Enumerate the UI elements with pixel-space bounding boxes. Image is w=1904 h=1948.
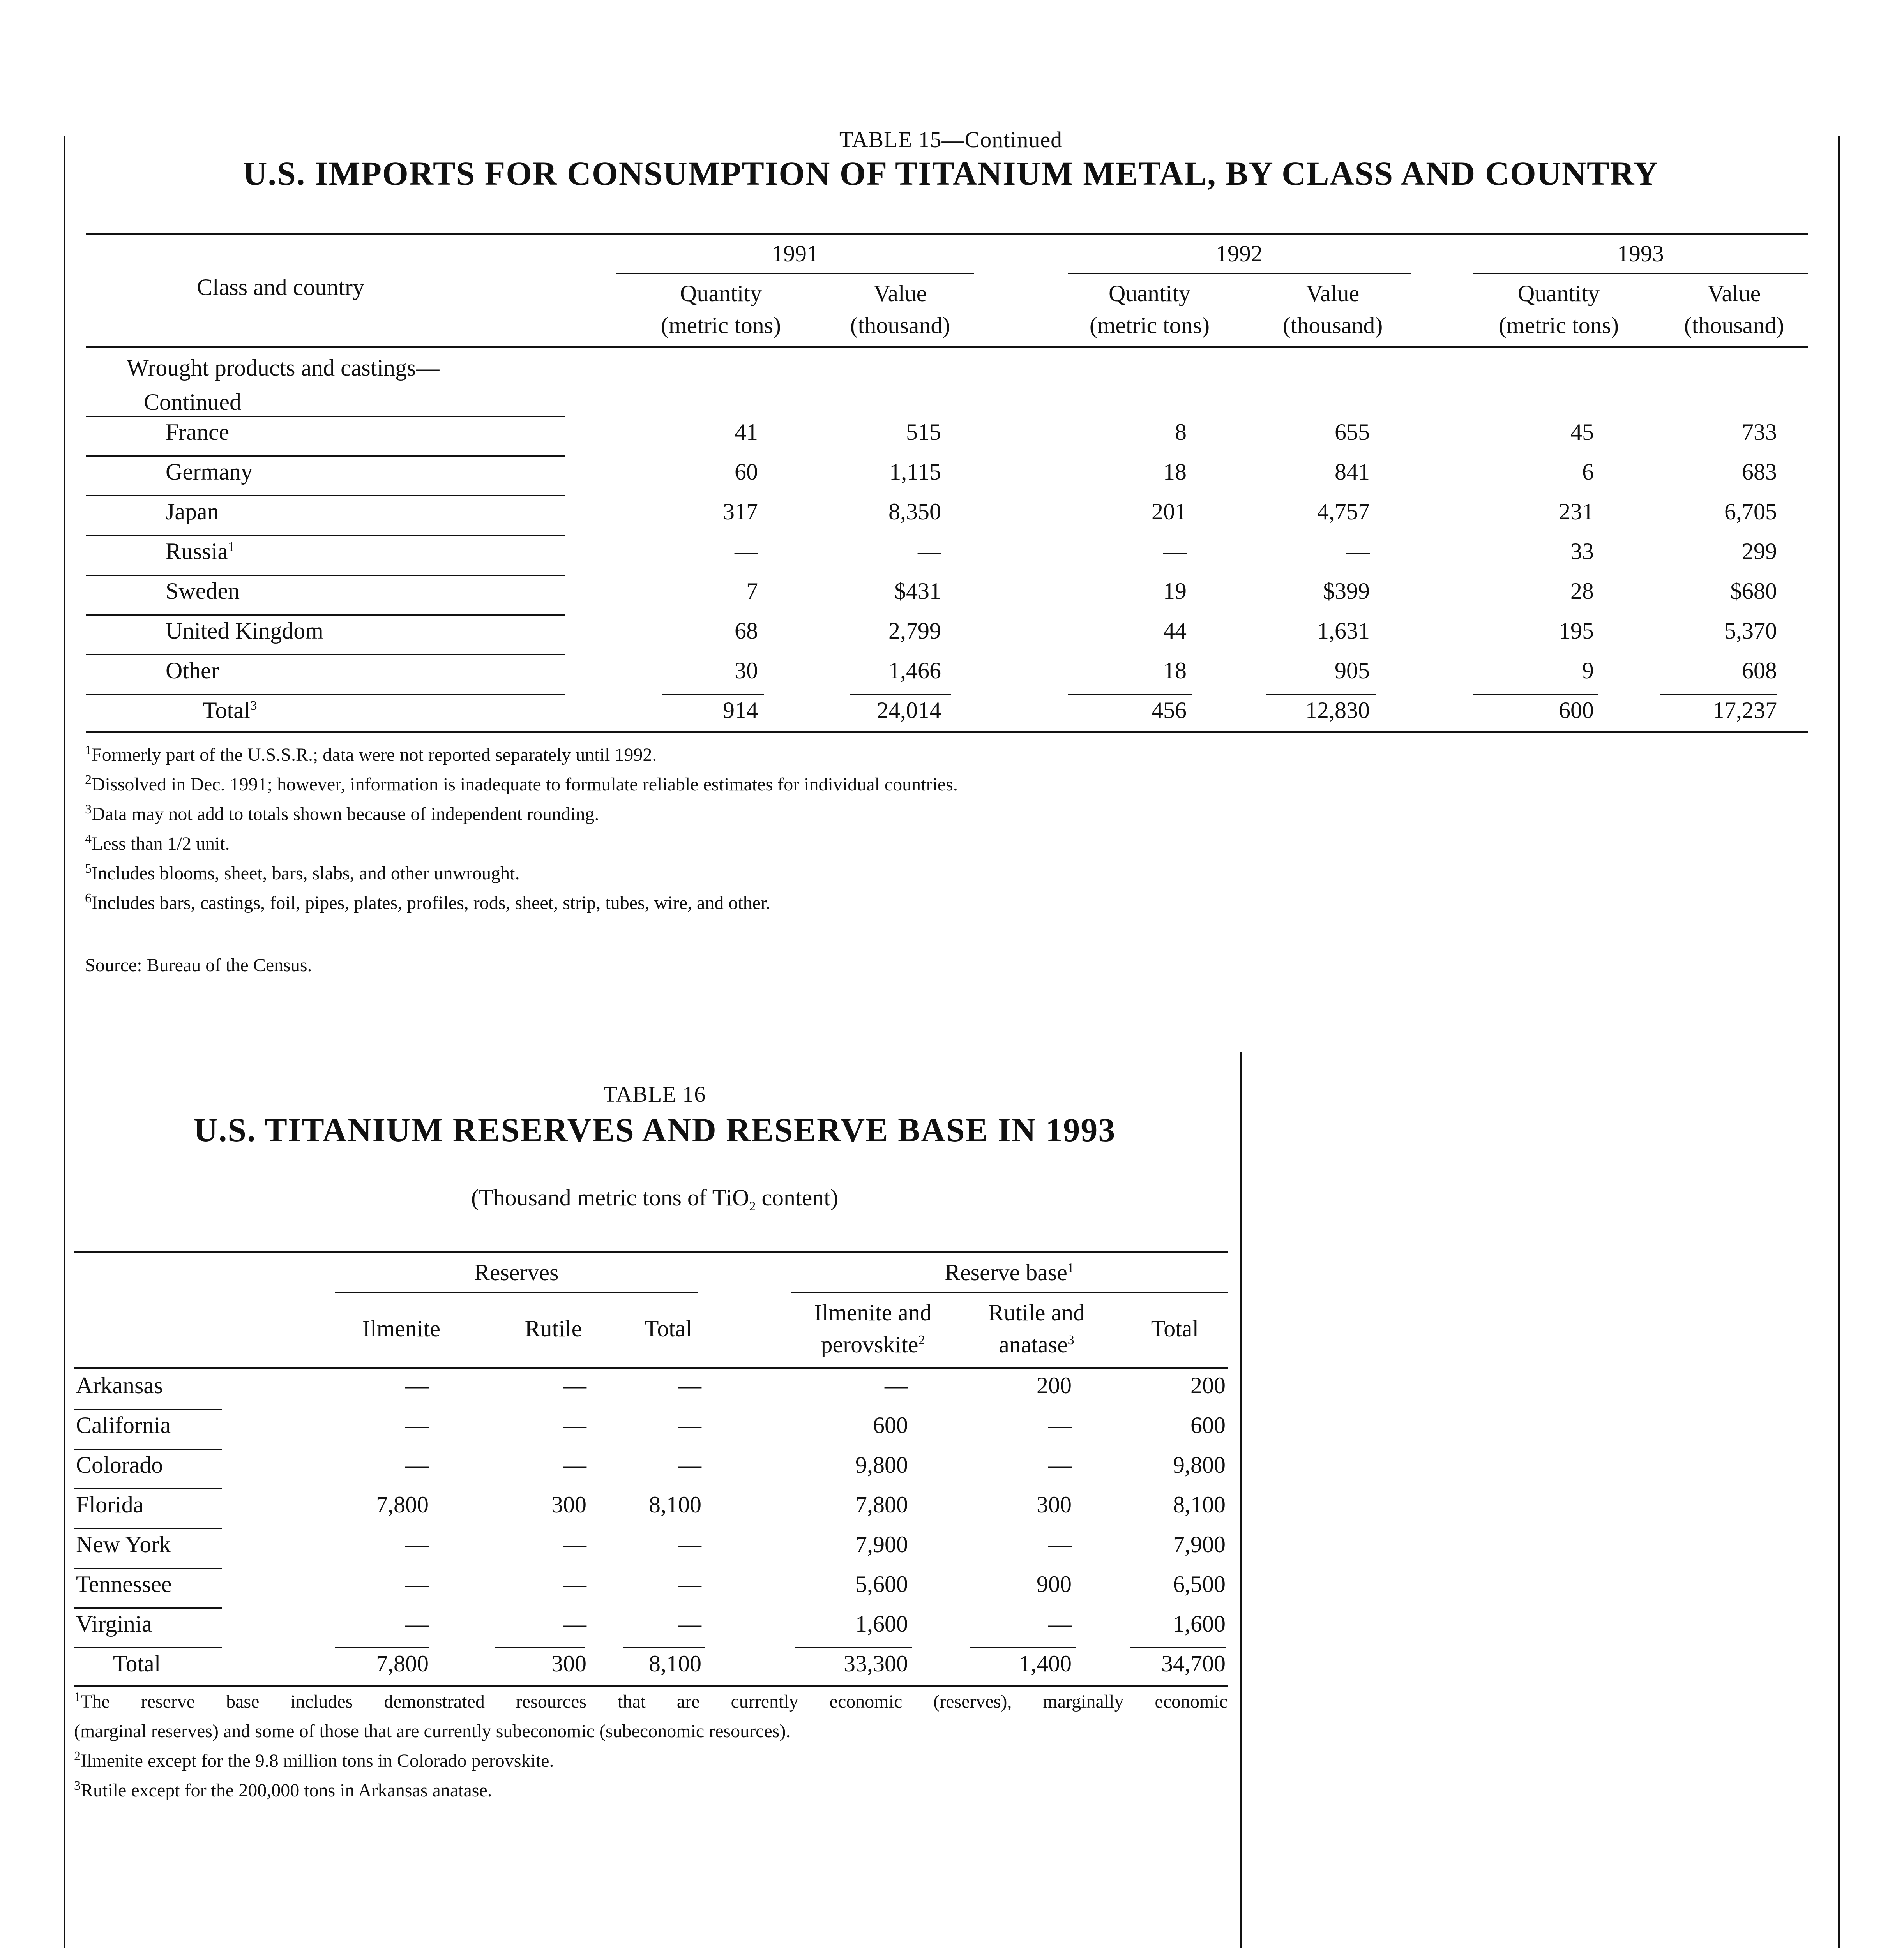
table16-cell: — (1048, 1452, 1072, 1478)
row-label-text: Japan (166, 499, 219, 524)
table15-total-rule (662, 694, 764, 695)
table15-year-1992: 1992 (1216, 241, 1263, 266)
table15-cell: 683 (1742, 459, 1777, 485)
footnote-text: Data may not add to totals shown because of independent rounding. (92, 804, 599, 824)
table16-col-total2: Total (1151, 1316, 1199, 1341)
table15-row-label (166, 618, 323, 644)
row-label-text: Total (203, 697, 251, 723)
table15-cell: — (1163, 538, 1187, 564)
table16-total-cell: 7,800 (376, 1651, 429, 1676)
reserve-base-sup: 1 (1067, 1261, 1074, 1275)
footnote-marker: 3 (250, 699, 257, 713)
table16-cell: — (405, 1452, 429, 1478)
table15-cell: 655 (1335, 419, 1370, 445)
table15-total-cell: 456 (1152, 697, 1187, 723)
table15-cell: 30 (735, 658, 758, 683)
table15-cell: 44 (1163, 618, 1187, 644)
table15-cell: 19 (1163, 578, 1187, 604)
table16-reserve-base-header (791, 1256, 1228, 1288)
val-label-line1: Value (1707, 281, 1761, 306)
table16-cell: 200 (1190, 1373, 1226, 1398)
table16-cell: 6,500 (1173, 1571, 1226, 1597)
footnote-text: (marginal reserves) and some of those that are currently subeconomic (subeconomic resources). (74, 1721, 791, 1742)
subtitle-text-end: content) (756, 1185, 838, 1210)
table15-total-label (203, 697, 257, 724)
table15-cell: 733 (1742, 419, 1777, 445)
table16-cell: 5,600 (855, 1571, 908, 1597)
table16-cell: 600 (1190, 1412, 1226, 1438)
val-label-line2: (thousand) (850, 312, 950, 338)
table15-cell: 608 (1742, 658, 1777, 683)
table15-total-cell: 914 (723, 697, 758, 723)
footnote-text: Includes bars, castings, foil, pipes, plates, profiles, rods, sheet, strip, tubes, wire, and other. (92, 893, 771, 913)
footnote-number: 4 (85, 832, 92, 846)
table15-footnote (85, 863, 519, 884)
table16-cell: — (678, 1452, 701, 1478)
table16-cell: — (405, 1532, 429, 1557)
qty-label-line2: (metric tons) (661, 312, 781, 338)
table15-top-rule (86, 233, 1808, 235)
table16-cell: 9,800 (1173, 1452, 1226, 1478)
table16-cell: 9,800 (855, 1452, 908, 1478)
table15-footnote (85, 833, 230, 854)
table15-header-rule (86, 346, 1808, 348)
row-label-text: France (166, 419, 230, 445)
table16-col-ilmenite-perovskite (787, 1297, 959, 1360)
table15-cell: 5,370 (1724, 618, 1777, 644)
table16-total-cell: 1,400 (1019, 1651, 1072, 1676)
table15-qty-header (620, 277, 822, 341)
table16-row-rule (74, 1409, 222, 1410)
table15-cell: 6,705 (1724, 499, 1777, 524)
left-margin-rule (64, 136, 65, 1948)
table16-total-rule (970, 1647, 1076, 1648)
table16-row-label: Virginia (76, 1611, 152, 1637)
val-label-line1: Value (1306, 281, 1360, 306)
table16-cell: — (678, 1611, 701, 1637)
footnote-number: 6 (85, 891, 92, 905)
table15-row-label (166, 657, 219, 684)
table15-cell: 4,757 (1317, 499, 1370, 524)
table16-bottom-rule (74, 1685, 1228, 1687)
table15-cell: 18 (1163, 658, 1187, 683)
row-label-text: Germany (166, 459, 253, 485)
footnote-text: Includes blooms, sheet, bars, slabs, and other unwrought. (92, 863, 520, 884)
table16-cell: 900 (1037, 1571, 1072, 1597)
table16-total-rule (335, 1647, 429, 1648)
footnote-number: 2 (74, 1749, 81, 1763)
table16-cell: — (1048, 1611, 1072, 1637)
table16-row-label: Colorado (76, 1452, 163, 1478)
table15-row-label (166, 459, 253, 485)
table16-cell: — (563, 1412, 586, 1438)
table16-footnote (74, 1691, 1228, 1712)
table15-cell: 68 (735, 618, 758, 644)
table15-footnote (85, 774, 958, 795)
row-label-text: Russia (166, 538, 228, 564)
footnote-marker: 1 (228, 540, 235, 554)
table16-cell: — (1048, 1412, 1072, 1438)
table15-total-rule (1473, 694, 1598, 695)
table16-cell: — (405, 1611, 429, 1637)
table16-cell: — (678, 1373, 701, 1398)
val-label-line1: Value (873, 281, 927, 306)
table15-row-rule (86, 575, 565, 576)
table16-cell: 7,900 (855, 1532, 908, 1557)
table16-title: U.S. TITANIUM RESERVES AND RESERVE BASE IN 1993 (193, 1111, 1116, 1149)
table15-row-label (166, 538, 235, 565)
table15-row-rule (86, 495, 565, 496)
table15-title: U.S. IMPORTS FOR CONSUMPTION OF TITANIUM METAL, BY CLASS AND COUNTRY (243, 155, 1659, 192)
table15-row-rule (86, 455, 565, 457)
table15-bottom-rule (86, 731, 1808, 733)
table16-col-total: Total (644, 1316, 692, 1341)
table16-cell: 7,800 (376, 1492, 429, 1517)
rut-anat-line2: anatase (999, 1332, 1068, 1357)
table16-header-rule (74, 1367, 1228, 1369)
table15-cell: 515 (906, 419, 941, 445)
table15-col-class: Class and country (197, 274, 364, 300)
section-line2: Continued (144, 389, 241, 415)
table15-cell: 60 (735, 459, 758, 485)
table15-total-cell: 600 (1559, 697, 1594, 723)
table15-footnote (85, 803, 599, 825)
table16-cell: — (405, 1412, 429, 1438)
table16-row-rule (74, 1607, 222, 1609)
table15-cell: — (1346, 538, 1370, 564)
footnote-number: 1 (74, 1690, 81, 1704)
footnote-number: 2 (85, 773, 92, 787)
table15-val-header (1656, 277, 1812, 341)
table15-cell: $680 (1730, 578, 1777, 604)
table16-row-label: California (76, 1412, 171, 1438)
table16-footnote (74, 1780, 492, 1801)
table16-reserves-header: Reserves (474, 1260, 559, 1285)
table16-total-rule (495, 1647, 585, 1648)
qty-label-line2: (metric tons) (1498, 312, 1619, 338)
table15-cell: — (918, 538, 941, 564)
footnote-number: 3 (74, 1779, 81, 1793)
table16-total-cell: 8,100 (649, 1651, 701, 1676)
table16-cell: 300 (1037, 1492, 1072, 1517)
table15-cell: 1,466 (888, 658, 941, 683)
table15-cell: 299 (1742, 538, 1777, 564)
footnote-number: 1 (85, 743, 92, 757)
table16-cell: 300 (551, 1492, 586, 1517)
table15-year-rule-1992 (1068, 273, 1411, 274)
table16-row-label: New York (76, 1532, 171, 1557)
table16-row-rule (74, 1647, 222, 1648)
footnote-text: Ilmenite except for the 9.8 million tons in Colorado perovskite. (81, 1750, 554, 1771)
qty-label-line1: Quantity (1109, 281, 1190, 306)
table15-row-rule (86, 535, 565, 536)
table16-reserves-rule (335, 1292, 698, 1293)
center-column-rule (1240, 1052, 1242, 1948)
row-label-text: United Kingdom (166, 618, 323, 644)
footnote-text: The reserve base includes demonstrated resources that are currently economic (reserves), marginally economic (81, 1691, 1228, 1712)
table15-cell: 841 (1335, 459, 1370, 485)
table16-cell: — (885, 1373, 908, 1398)
rut-anat-line1: Rutile and (988, 1300, 1085, 1325)
table16-total-rule (1130, 1647, 1226, 1648)
table15-section-heading (127, 351, 439, 419)
val-label-line2: (thousand) (1282, 312, 1383, 338)
table15-cell: 905 (1335, 658, 1370, 683)
table16-row-label: Tennessee (76, 1571, 172, 1597)
table15-cell: 6 (1582, 459, 1594, 485)
table15-total-rule (1266, 694, 1376, 695)
table16-top-rule (74, 1251, 1228, 1253)
subtitle-subscript: 2 (749, 1199, 756, 1214)
table16-cell: — (563, 1532, 586, 1557)
right-margin-rule (1838, 136, 1840, 1948)
footnote-text: Less than 1/2 unit. (92, 833, 230, 854)
table15-cell: $399 (1323, 578, 1370, 604)
table16-cell: — (678, 1532, 701, 1557)
table15-cell: 1,631 (1317, 618, 1370, 644)
table16-reserve-base-rule (791, 1292, 1228, 1293)
table15-cell: 317 (723, 499, 758, 524)
table16-cell: 7,800 (855, 1492, 908, 1517)
table15-total-cell: 12,830 (1305, 697, 1370, 723)
table16-cell: — (563, 1571, 586, 1597)
table15-cell: $431 (894, 578, 941, 604)
table16-cell: — (1048, 1532, 1072, 1557)
table15-total-rule (1068, 694, 1192, 695)
subtitle-text: (Thousand metric tons of TiO (471, 1185, 749, 1210)
table15-row-label (166, 578, 240, 605)
table16-row-rule (74, 1568, 222, 1569)
table15-cell: 1,115 (889, 459, 941, 485)
table15-val-header (822, 277, 978, 341)
table15-row-label (166, 419, 229, 446)
table16-col-ilmenite: Ilmenite (362, 1316, 440, 1341)
table16-cell: 600 (873, 1412, 908, 1438)
table15-cell: — (735, 538, 758, 564)
table16-total-rule (623, 1647, 705, 1648)
table15-row-rule (86, 654, 565, 655)
table15-year-rule-1991 (616, 273, 974, 274)
footnote-text: Formerly part of the U.S.S.R.; data were not reported separately until 1992. (92, 745, 657, 765)
reserve-base-label: Reserve base (945, 1260, 1067, 1285)
table15-total-cell: 24,014 (877, 697, 941, 723)
table15-year-1991: 1991 (772, 241, 818, 266)
table15-qty-header (1457, 277, 1660, 341)
table15-row-rule (86, 614, 565, 616)
table15-cell: 8 (1175, 419, 1187, 445)
table16-subtitle (74, 1184, 1235, 1214)
table15-val-header (1255, 277, 1411, 341)
table16-total-cell: 300 (551, 1651, 586, 1676)
table16-cell: 1,600 (855, 1611, 908, 1637)
table15-cell: 18 (1163, 459, 1187, 485)
table15-row-rule (86, 416, 565, 417)
table15-total-cell: 17,237 (1713, 697, 1777, 723)
table16-total-cell: 33,300 (844, 1651, 908, 1676)
table15-cell: 201 (1152, 499, 1187, 524)
rut-anat-sup: 3 (1067, 1333, 1074, 1347)
table16-cell: — (405, 1571, 429, 1597)
table15-footnote (85, 744, 657, 766)
table15-cell: 231 (1559, 499, 1594, 524)
table15-row-label (166, 498, 219, 525)
table16-cell: — (563, 1373, 586, 1398)
row-label-text: Sweden (166, 578, 240, 604)
table15-cell: 45 (1570, 419, 1594, 445)
row-label-text: Other (166, 658, 219, 683)
ilm-perov-line1: Ilmenite and (814, 1300, 932, 1325)
table16-cell: 8,100 (1173, 1492, 1226, 1517)
table15-year-rule-1993 (1473, 273, 1808, 274)
qty-label-line1: Quantity (1518, 281, 1600, 306)
table15-cell: 195 (1559, 618, 1594, 644)
table16-cell: 200 (1037, 1373, 1072, 1398)
table16-total-cell: 34,700 (1161, 1651, 1226, 1676)
table15-cell: 2,799 (888, 618, 941, 644)
footnote-number: 3 (85, 802, 92, 817)
table16-row-rule (74, 1528, 222, 1529)
table16-footnote (74, 1750, 554, 1772)
qty-label-line2: (metric tons) (1089, 312, 1210, 338)
footnote-text: Dissolved in Dec. 1991; however, information is inadequate to formulate reliable estimates for individual countries. (92, 774, 958, 795)
table16-cell: 1,600 (1173, 1611, 1226, 1637)
table16-cell: — (563, 1611, 586, 1637)
table16-cell: — (405, 1373, 429, 1398)
qty-label-line1: Quantity (680, 281, 762, 306)
val-label-line2: (thousand) (1684, 312, 1784, 338)
footnote-text: Rutile except for the 200,000 tons in Arkansas anatase. (81, 1780, 492, 1801)
table15-cell: 9 (1582, 658, 1594, 683)
table15-cell: 8,350 (888, 499, 941, 524)
table16-cell: — (678, 1412, 701, 1438)
table15-qty-header (1048, 277, 1251, 341)
table15-total-rule (850, 694, 951, 695)
table16-row-rule (74, 1488, 222, 1489)
table16-cell: — (678, 1571, 701, 1597)
table16-cell: — (563, 1452, 586, 1478)
table15-source: Source: Bureau of the Census. (85, 955, 312, 976)
table15-footnote (85, 892, 770, 914)
footnote-number: 5 (85, 861, 92, 876)
table16-total-rule (795, 1647, 912, 1648)
table15-cell: 41 (735, 419, 758, 445)
table16-cell: 8,100 (649, 1492, 701, 1517)
table15-cell: 33 (1570, 538, 1594, 564)
table15-cell: 28 (1570, 578, 1594, 604)
ilm-perov-sup: 2 (918, 1333, 925, 1347)
table16-total-label: Total (113, 1651, 161, 1676)
table16-caption: TABLE 16 (603, 1082, 706, 1107)
table16-footnote (74, 1720, 790, 1742)
table16-col-rutile: Rutile (525, 1316, 582, 1341)
ilm-perov-line2: perovskite (821, 1332, 918, 1357)
table15-cell: 7 (746, 578, 758, 604)
table16-col-rutile-anatase (963, 1297, 1111, 1360)
table16-cell: 7,900 (1173, 1532, 1226, 1557)
table15-row-rule (86, 694, 565, 695)
table15-year-1993: 1993 (1617, 241, 1664, 266)
table16-row-label: Arkansas (76, 1373, 163, 1398)
table15-caption: TABLE 15—Continued (839, 127, 1063, 152)
table15-total-rule (1660, 694, 1777, 695)
section-line1: Wrought products and castings— (127, 355, 440, 381)
table16-row-rule (74, 1449, 222, 1450)
table16-row-label: Florida (76, 1492, 144, 1517)
